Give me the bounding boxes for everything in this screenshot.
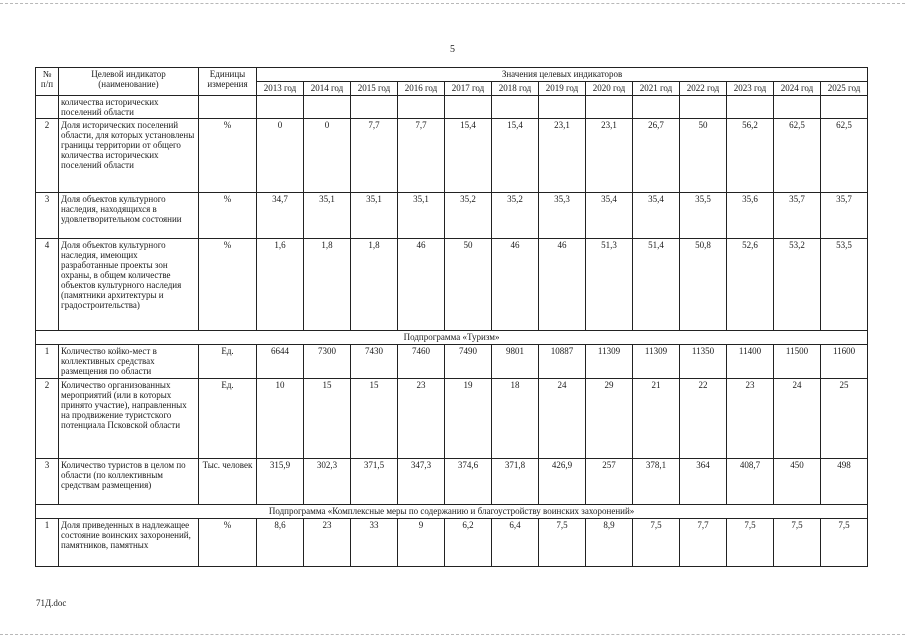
indicator-name: Количество организованных мероприятий (или в которых принято участие), направленных на продвижение туристского потенциала Псковской области [59,379,199,459]
header-year: 2023 год [727,82,774,96]
indicator-value: 374,6 [445,459,492,505]
indicator-value: 302,3 [304,459,351,505]
indicator-value: 50 [445,239,492,331]
header-values-title: Значения целевых индикаторов [257,68,868,82]
indicator-name: Количество койко-мест в коллективных средствах размещения по области [59,345,199,379]
indicator-value: 46 [539,239,586,331]
indicator-value: 21 [633,379,680,459]
indicator-value: 51,4 [633,239,680,331]
indicator-value: 7,5 [539,519,586,567]
indicator-value: 50,8 [680,239,727,331]
indicator-value: 378,1 [633,459,680,505]
indicator-value: 51,3 [586,239,633,331]
indicator-value: 34,7 [257,193,304,239]
header-year: 2013 год [257,82,304,96]
row-number: 2 [36,119,59,193]
indicator-name: количества исторических поселений области [59,96,199,119]
header-indicator: Целевой индикатор (наименование) [59,68,199,96]
indicator-value: 26,7 [633,119,680,193]
indicator-value: 0 [257,119,304,193]
indicator-value [586,96,633,119]
indicator-value: 7300 [304,345,351,379]
indicator-value [633,96,680,119]
indicator-value: 15,4 [445,119,492,193]
indicator-value [304,96,351,119]
subprogram-title: Подпрограмма «Туризм» [36,331,868,345]
subprogram-title: Подпрограмма «Комплексные меры по содержанию и благоустройству воинских захоронений» [36,505,868,519]
indicator-value: 426,9 [539,459,586,505]
indicator-value: 11400 [727,345,774,379]
indicator-value [398,96,445,119]
unit-of-measure: Ед. [199,345,257,379]
indicator-value: 35,7 [774,193,821,239]
header-year: 2021 год [633,82,680,96]
unit-of-measure: % [199,193,257,239]
indicator-value: 11350 [680,345,727,379]
indicator-value: 35,6 [727,193,774,239]
row-number: 3 [36,193,59,239]
indicator-value: 23 [727,379,774,459]
table-row [36,193,868,239]
table-row [36,239,868,331]
header-year: 2015 год [351,82,398,96]
header-year: 2022 год [680,82,727,96]
indicator-value: 23 [398,379,445,459]
indicator-value: 11309 [633,345,680,379]
table-row [36,96,868,119]
indicator-name: Доля объектов культурного наследия, имеющих разработанные проекты зон охраны, в общем количестве объектов культурного наследия (памятники архитектуры и градостроительства) [59,239,199,331]
indicator-value: 7460 [398,345,445,379]
indicator-value: 24 [774,379,821,459]
indicator-value: 364 [680,459,727,505]
indicator-value: 52,6 [727,239,774,331]
indicator-value: 19 [445,379,492,459]
header-num: № п/п [36,68,59,96]
indicator-value [351,96,398,119]
table-row [36,119,868,193]
indicator-value: 18 [492,379,539,459]
indicator-value: 56,2 [727,119,774,193]
top-dashed-border [0,3,905,4]
indicator-value: 7,7 [680,519,727,567]
indicator-value: 15 [304,379,351,459]
indicator-value: 62,5 [821,119,868,193]
indicator-value: 371,8 [492,459,539,505]
indicator-value: 23,1 [586,119,633,193]
header-year: 2018 год [492,82,539,96]
indicator-value: 35,4 [586,193,633,239]
row-number: 1 [36,519,59,567]
table-row [36,519,868,567]
indicator-value: 35,2 [445,193,492,239]
indicator-name: Доля исторических поселений области, для которых установлены границы территории от общего количества исторических поселений области [59,119,199,193]
indicator-value: 7,7 [398,119,445,193]
indicator-value: 35,5 [680,193,727,239]
indicator-value: 23,1 [539,119,586,193]
row-number [36,96,59,119]
indicator-value: 46 [398,239,445,331]
indicator-value: 7,7 [351,119,398,193]
indicator-value: 15,4 [492,119,539,193]
indicator-value: 62,5 [774,119,821,193]
indicator-value: 347,3 [398,459,445,505]
indicator-value: 53,5 [821,239,868,331]
indicator-value: 29 [586,379,633,459]
indicator-value: 50 [680,119,727,193]
indicator-value: 0 [304,119,351,193]
indicator-value: 1,6 [257,239,304,331]
table-row [36,459,868,505]
indicator-value: 498 [821,459,868,505]
indicator-value: 10887 [539,345,586,379]
indicator-value: 1,8 [351,239,398,331]
header-year: 2017 год [445,82,492,96]
indicator-value [257,96,304,119]
indicator-value: 7430 [351,345,398,379]
indicator-value: 408,7 [727,459,774,505]
indicator-name: Доля приведенных в надлежащее состояние воинских захоронений, памятников, памятных [59,519,199,567]
indicator-value: 9801 [492,345,539,379]
indicator-value: 257 [586,459,633,505]
indicator-value [821,96,868,119]
indicator-value: 7,5 [821,519,868,567]
indicator-value: 23 [304,519,351,567]
indicator-value: 7490 [445,345,492,379]
indicator-name: Количество туристов в целом по области (по коллективным средствам размещения) [59,459,199,505]
indicator-value: 35,7 [821,193,868,239]
footer-filename: 71Д.doc [36,598,67,608]
indicator-value: 11600 [821,345,868,379]
indicator-value: 450 [774,459,821,505]
indicator-value: 46 [492,239,539,331]
indicator-value: 25 [821,379,868,459]
indicator-value [539,96,586,119]
header-year: 2024 год [774,82,821,96]
row-number: 3 [36,459,59,505]
table-row [36,379,868,459]
header-year: 2019 год [539,82,586,96]
indicator-value: 7,5 [727,519,774,567]
unit-of-measure: Ед. [199,379,257,459]
indicator-value: 8,9 [586,519,633,567]
bottom-dashed-border [0,634,905,635]
indicator-value: 8,6 [257,519,304,567]
indicator-value: 33 [351,519,398,567]
subprogram-row [36,331,868,345]
indicator-value [445,96,492,119]
indicator-value: 1,8 [304,239,351,331]
indicator-value: 15 [351,379,398,459]
indicator-value: 7,5 [774,519,821,567]
indicator-value: 6,2 [445,519,492,567]
unit-of-measure: % [199,519,257,567]
indicator-value: 9 [398,519,445,567]
table-row [36,345,868,379]
indicator-value: 24 [539,379,586,459]
row-number: 2 [36,379,59,459]
indicator-value: 35,1 [304,193,351,239]
unit-of-measure: % [199,239,257,331]
indicator-value: 7,5 [633,519,680,567]
header-year: 2020 год [586,82,633,96]
indicator-value: 35,2 [492,193,539,239]
row-number: 1 [36,345,59,379]
indicator-value: 6644 [257,345,304,379]
row-number: 4 [36,239,59,331]
indicator-value: 53,2 [774,239,821,331]
indicator-value: 35,1 [351,193,398,239]
indicator-name: Доля объектов культурного наследия, находящихся в удовлетворительном состоянии [59,193,199,239]
indicator-value: 35,4 [633,193,680,239]
indicator-value: 6,4 [492,519,539,567]
indicator-value [727,96,774,119]
header-year: 2025 год [821,82,868,96]
indicator-value: 35,1 [398,193,445,239]
indicator-value: 315,9 [257,459,304,505]
indicator-value [680,96,727,119]
indicator-value: 22 [680,379,727,459]
indicators-table [35,67,868,567]
indicator-value: 10 [257,379,304,459]
unit-of-measure: % [199,119,257,193]
header-unit: Единицы измерения [199,68,257,96]
indicator-value: 35,3 [539,193,586,239]
indicator-value: 11309 [586,345,633,379]
unit-of-measure [199,96,257,119]
indicator-value [774,96,821,119]
unit-of-measure: Тыс. человек [199,459,257,505]
indicator-value: 11500 [774,345,821,379]
subprogram-row [36,505,868,519]
indicator-value: 371,5 [351,459,398,505]
page-number: 5 [450,44,455,55]
header-year: 2016 год [398,82,445,96]
indicator-value [492,96,539,119]
header-year: 2014 год [304,82,351,96]
